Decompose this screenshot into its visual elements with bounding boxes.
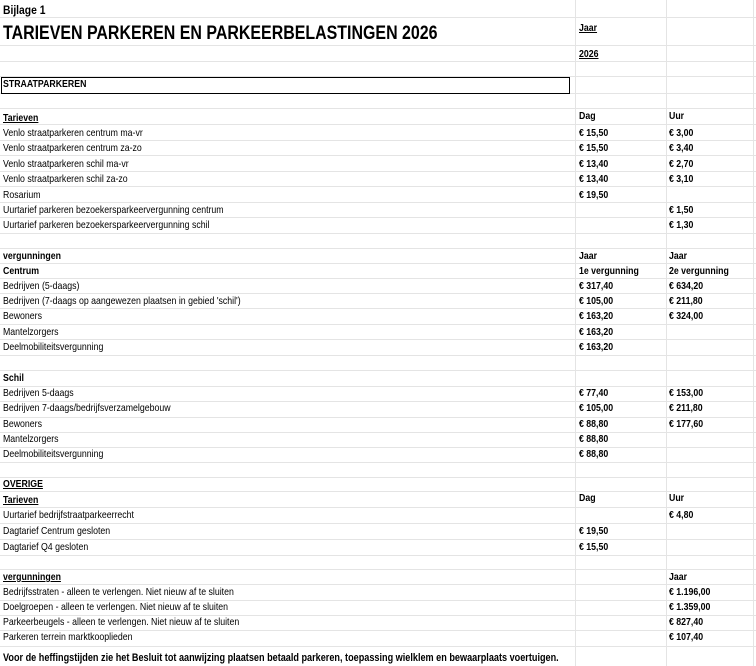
row-divider xyxy=(0,462,756,463)
permit-row-v2: € 177,60 xyxy=(669,419,704,430)
row-divider xyxy=(0,417,756,418)
vergunningen-heading: vergunningen xyxy=(3,572,61,583)
permit-row-label: Deelmobiliteitsvergunning xyxy=(3,449,104,460)
row-divider xyxy=(0,600,756,601)
tarief-row-label: Uurtarief bedrijfstraatparkeerrecht xyxy=(3,510,134,521)
permit-row-value: € 1.359,00 xyxy=(669,602,711,613)
permit-row-v1: € 163,20 xyxy=(579,311,614,322)
section-title-overige: OVERIGE xyxy=(3,479,43,490)
uur-column-header: Uur xyxy=(669,493,685,504)
year-column-header: Jaar xyxy=(579,23,598,34)
tarief-row-label: Venlo straatparkeren centrum ma-vr xyxy=(3,128,143,139)
row-divider xyxy=(0,248,756,249)
section-title-straatparkeren: STRAATPARKEREN xyxy=(3,79,87,90)
uur-column-header: Uur xyxy=(669,111,685,122)
row-divider xyxy=(0,432,756,433)
permit-row-v1: € 317,40 xyxy=(579,281,614,292)
row-divider xyxy=(0,61,756,62)
row-divider xyxy=(0,17,756,18)
tarief-row-dag: € 13,40 xyxy=(579,174,609,185)
tarief-row-uur: € 3,10 xyxy=(669,174,694,185)
permit-row-v1: € 88,80 xyxy=(579,419,609,430)
jaar-column-header: Jaar xyxy=(669,572,688,583)
tarief-row-uur: € 3,00 xyxy=(669,128,694,139)
permit-row-label: Bedrijven (5-daags) xyxy=(3,281,80,292)
row-divider xyxy=(0,155,756,156)
permit-row-label: Parkeren terrein marktkooplieden xyxy=(3,632,133,643)
row-divider xyxy=(0,339,756,340)
row-divider xyxy=(0,233,756,234)
row-divider xyxy=(0,507,756,508)
permit-row-v1: € 163,20 xyxy=(579,327,614,338)
row-divider xyxy=(0,401,756,402)
tarief-row-uur: € 4,80 xyxy=(669,510,694,521)
permit-row-label: Mantelzorgers xyxy=(3,327,59,338)
jaar-column-header: Jaar xyxy=(579,251,598,262)
row-divider xyxy=(0,615,756,616)
row-divider xyxy=(0,217,756,218)
tarief-row-dag: € 15,50 xyxy=(579,143,609,154)
permit-row-value: € 1.196,00 xyxy=(669,587,711,598)
tarieven-heading: Tarieven xyxy=(3,113,39,124)
row-divider xyxy=(0,491,756,492)
permit-row-label: Parkeerbeugels - alleen te verlengen. Niet nieuw af te sluiten xyxy=(3,617,240,628)
row-divider xyxy=(0,308,756,309)
permit-row-v1: € 105,00 xyxy=(579,296,614,307)
row-divider xyxy=(0,324,756,325)
schil-heading: Schil xyxy=(3,373,24,384)
row-divider xyxy=(0,186,756,187)
row-divider xyxy=(0,569,756,570)
permit-row-value: € 107,40 xyxy=(669,632,704,643)
row-divider xyxy=(0,523,756,524)
jaar-column-header: Jaar xyxy=(669,251,688,262)
permit-row-label: Bewoners xyxy=(3,311,42,322)
permit-row-v2: € 153,00 xyxy=(669,388,704,399)
permit-row-v1: € 88,80 xyxy=(579,434,609,445)
footer-note: Voor de heffingstijden zie het Besluit tot aanwijzing plaatsen betaald parkeren, toepassing wielklem en bewaarplaats voertuigen. xyxy=(3,652,559,664)
permit-row-label: Bewoners xyxy=(3,419,42,430)
permit-row-v2: € 324,00 xyxy=(669,311,704,322)
permit-row-label: Bedrijfsstraten - alleen te verlengen. Niet nieuw af te sluiten xyxy=(3,587,234,598)
bijlage-label: Bijlage 1 xyxy=(3,3,46,17)
permit-row-v2: € 211,80 xyxy=(669,403,703,414)
second-permit-header: 2e vergunning xyxy=(669,266,729,277)
permit-row-v2: € 211,80 xyxy=(669,296,703,307)
year-value: 2026 xyxy=(579,49,599,60)
permit-row-value: € 827,40 xyxy=(669,617,704,628)
tarief-row-label: Rosarium xyxy=(3,190,41,201)
tarief-row-dag: € 15,50 xyxy=(579,128,609,139)
permit-row-v1: € 77,40 xyxy=(579,388,609,399)
row-divider xyxy=(0,447,756,448)
row-divider xyxy=(0,124,756,125)
first-permit-header: 1e vergunning xyxy=(579,266,639,277)
permit-row-label: Bedrijven 7-daags/bedrijfsverzamelgebouw xyxy=(3,403,171,414)
permit-row-label: Doelgroepen - alleen te verlengen. Niet nieuw af te sluiten xyxy=(3,602,229,613)
row-divider xyxy=(0,370,756,371)
tarief-row-uur: € 1,50 xyxy=(669,205,694,216)
tarief-row-label: Dagtarief Centrum gesloten xyxy=(3,526,111,537)
tarief-row-dag: € 19,50 xyxy=(579,190,609,201)
dag-column-header: Dag xyxy=(579,111,596,122)
row-divider xyxy=(0,386,756,387)
tarief-row-label: Venlo straatparkeren schil ma-vr xyxy=(3,159,129,170)
column-divider xyxy=(753,0,754,666)
column-divider xyxy=(666,0,667,666)
tarief-row-dag: € 13,40 xyxy=(579,159,609,170)
row-divider xyxy=(0,278,756,279)
permit-row-label: Mantelzorgers xyxy=(3,434,59,445)
column-divider xyxy=(575,0,576,666)
row-divider xyxy=(0,584,756,585)
row-divider xyxy=(0,171,756,172)
row-divider xyxy=(0,355,756,356)
page-title: TARIEVEN PARKEREN EN PARKEERBELASTINGEN 2026 xyxy=(3,23,438,44)
vergunningen-heading: vergunningen xyxy=(3,251,61,262)
row-divider xyxy=(0,630,756,631)
permit-row-label: Bedrijven 5-daags xyxy=(3,388,74,399)
tarief-row-uur: € 1,30 xyxy=(669,220,694,231)
tarief-row-uur: € 3,40 xyxy=(669,143,694,154)
permit-row-v1: € 105,00 xyxy=(579,403,614,414)
row-divider xyxy=(0,108,756,109)
tarief-row-label: Venlo straatparkeren schil za-zo xyxy=(3,174,128,185)
permit-row-v2: € 634,20 xyxy=(669,281,704,292)
row-divider xyxy=(0,45,756,46)
tarief-row-label: Venlo straatparkeren centrum za-zo xyxy=(3,143,142,154)
row-divider xyxy=(0,140,756,141)
row-divider xyxy=(0,555,756,556)
row-divider xyxy=(0,293,756,294)
tarief-row-uur: € 2,70 xyxy=(669,159,694,170)
tarief-row-label: Uurtarief parkeren bezoekersparkeervergunning centrum xyxy=(3,205,224,216)
permit-row-v1: € 163,20 xyxy=(579,342,614,353)
centrum-heading: Centrum xyxy=(3,266,40,277)
permit-row-label: Bedrijven (7-daags op aangewezen plaatsen in gebied 'schil') xyxy=(3,296,241,307)
tarief-row-dag: € 19,50 xyxy=(579,526,609,537)
permit-row-v1: € 88,80 xyxy=(579,449,609,460)
row-divider xyxy=(0,646,756,647)
row-divider xyxy=(0,263,756,264)
tarief-row-label: Uurtarief parkeren bezoekersparkeervergunning schil xyxy=(3,220,210,231)
row-divider xyxy=(0,477,756,478)
dag-column-header: Dag xyxy=(579,493,596,504)
permit-row-label: Deelmobiliteitsvergunning xyxy=(3,342,104,353)
tarieven-heading: Tarieven xyxy=(3,495,39,506)
tarief-row-label: Dagtarief Q4 gesloten xyxy=(3,542,89,553)
row-divider xyxy=(0,202,756,203)
tarief-row-dag: € 15,50 xyxy=(579,542,609,553)
row-divider xyxy=(0,539,756,540)
